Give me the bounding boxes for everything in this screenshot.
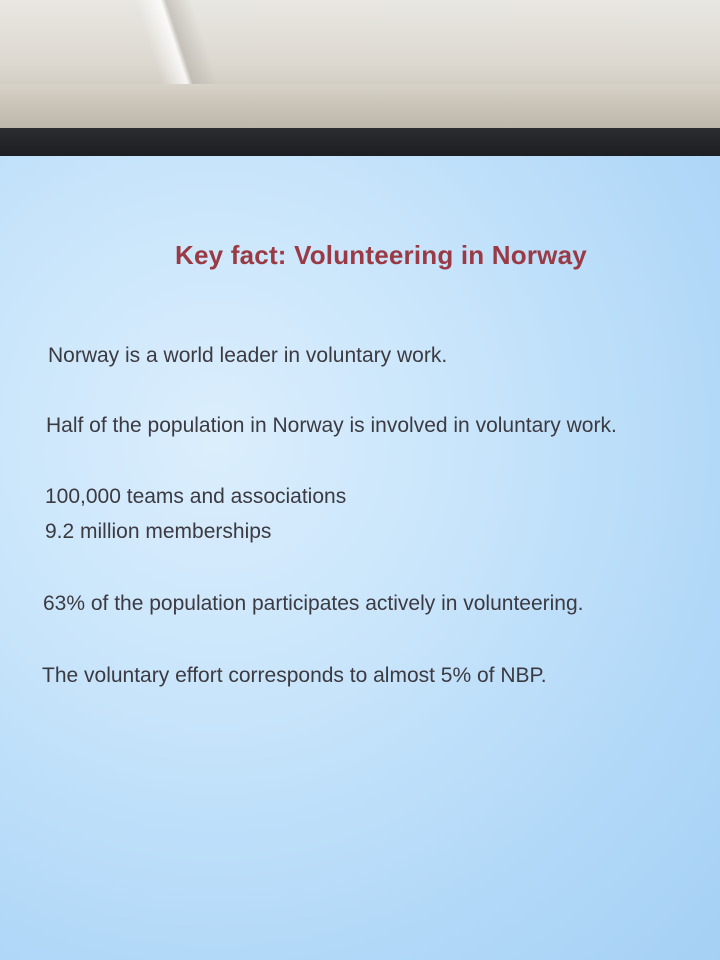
ceiling-beam [0, 84, 720, 130]
ceiling [0, 0, 720, 92]
slide-text-line: The voluntary effort corresponds to almost 5% of NBP. [42, 664, 547, 687]
slide-text-line: 9.2 million memberships [45, 520, 272, 543]
slide-text-line: Norway is a world leader in voluntary work. [48, 344, 448, 367]
slide-text-line: 63% of the population participates actively in volunteering. [43, 592, 584, 615]
slide-text-line: Half of the population in Norway is involved in voluntary work. [46, 414, 617, 437]
slide-text-line: 100,000 teams and associations [45, 485, 347, 508]
projection-screen [0, 156, 720, 960]
slide-title: Key fact: Volunteering in Norway [175, 240, 587, 270]
ceiling-seam [135, 0, 221, 92]
projection-screen-top-bar [0, 128, 720, 156]
